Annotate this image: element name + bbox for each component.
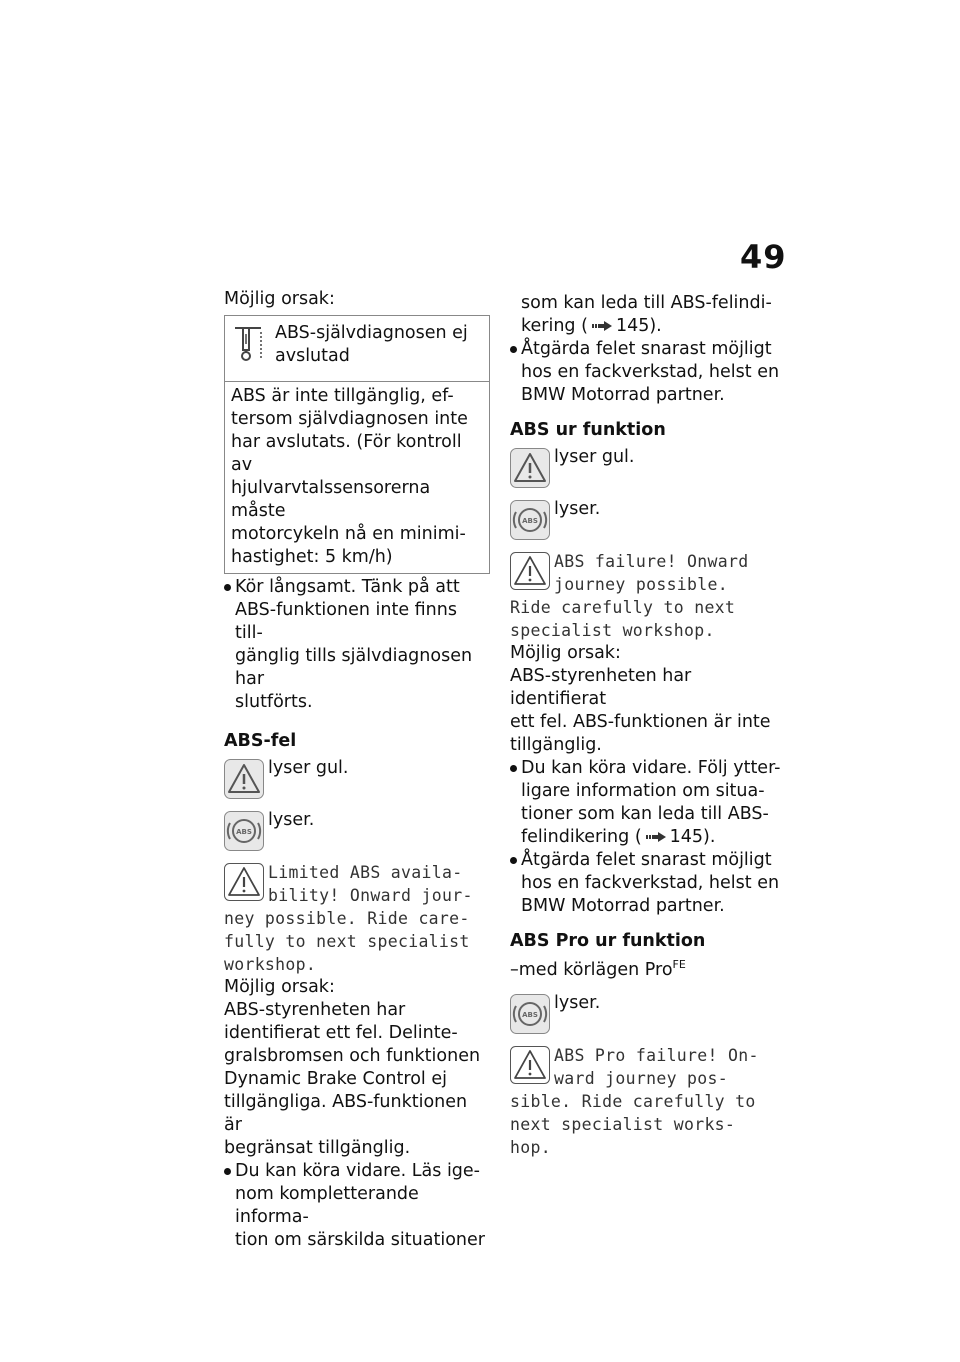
abs-lamp-row <box>510 992 782 1034</box>
abs-lamp-row <box>510 498 782 540</box>
bullet-line: Kör långsamt. Tänk på att <box>235 577 460 597</box>
message-line: bility! Onward jour- <box>268 886 473 905</box>
bullet-list <box>224 1160 490 1252</box>
section-heading-abs-off: ABS ur funktion <box>510 420 666 440</box>
possible-cause-label: Möjlig orsak: <box>224 977 335 997</box>
bullet-line: BMW Motorrad partner. <box>521 385 725 405</box>
warning-lamp-row <box>510 446 782 488</box>
cause-line: Dynamic Brake Control ej <box>224 1069 447 1089</box>
cause-line: identifierat ett fel. Delinte- <box>224 1023 458 1043</box>
svg-text:ABS: ABS <box>522 1010 538 1019</box>
abs-lamp-icon <box>510 994 550 1034</box>
message-line: hop. <box>510 1137 551 1157</box>
warning-triangle-icon <box>510 552 550 590</box>
notice-title <box>269 322 483 373</box>
bullet-line: nom kompletterande informa- <box>235 1184 419 1227</box>
cause-line: ABS-styrenheten har identifierat <box>510 666 692 709</box>
abs-lamp-row <box>224 809 490 851</box>
message-line: specialist workshop. <box>510 621 715 640</box>
bullet-line: Åtgärda felet snarast möjligt <box>521 339 772 359</box>
cause-line: gralsbromsen och funktionen <box>224 1046 481 1066</box>
bullet-line: slutförts. <box>235 692 313 712</box>
bullet-list <box>224 576 490 714</box>
bullet-line: hos en fackverkstad, helst en <box>521 873 780 893</box>
warning-triangle-icon <box>510 448 550 488</box>
display-message <box>224 861 490 976</box>
bullet-list <box>510 757 782 918</box>
ref-text: kering <box>521 316 576 336</box>
lamp-status: lyser. <box>554 992 601 1013</box>
cause-line: ABS-styrenheten har <box>224 1000 406 1020</box>
message-line: ABS failure! Onward <box>554 552 749 571</box>
warning-lamp-row <box>224 757 490 799</box>
continued-line <box>521 315 782 338</box>
svg-text:ABS: ABS <box>236 828 252 836</box>
bullet-line: gänglig tills självdiagnosen har <box>235 646 473 689</box>
page-reference-arrow-icon <box>592 321 612 331</box>
right-column <box>510 292 782 1159</box>
abs-sensor-diagnosis-icon <box>231 322 269 373</box>
page-number: 49 <box>740 238 787 276</box>
lamp-status: lyser gul. <box>554 447 635 467</box>
display-message <box>510 1044 782 1159</box>
warning-triangle-icon <box>224 863 264 901</box>
lamp-status: lyser. <box>554 499 601 519</box>
pro-mode-text: –med körlägen Pro <box>510 959 673 980</box>
bullet-line: tion om särskilda situationer <box>235 1230 485 1250</box>
message-line: ney possible. Ride care- <box>224 909 470 928</box>
notice-body-line: motorcykeln nå en minimi- <box>231 524 466 544</box>
left-column <box>224 288 490 1252</box>
message-line: fully to next specialist <box>224 932 470 951</box>
notice-body-line: har avslutats. (För kontroll av <box>231 432 462 475</box>
warning-triangle-icon <box>224 759 264 799</box>
warning-triangle-icon <box>510 1046 550 1084</box>
bullet-item <box>224 1160 490 1252</box>
message-line: next specialist works- <box>510 1114 736 1134</box>
lamp-status: lyser. <box>268 810 315 830</box>
lamp-status: lyser gul. <box>268 758 349 778</box>
notice-body-line: ABS är inte tillgänglig, ef- <box>231 386 454 406</box>
message-line: Limited ABS availa- <box>268 863 463 882</box>
page-reference[interactable]: ( 145). <box>634 827 716 847</box>
message-line: ABS Pro failure! On- <box>554 1045 759 1065</box>
notice-body-line: hjulvarvtalssensorerna måste <box>231 478 431 521</box>
continued-bullet <box>510 292 782 338</box>
page-reference-number: 145). <box>615 316 662 336</box>
bullet-line: ligare information om situa- <box>521 781 765 801</box>
continued-line: som kan leda till ABS-felindi- <box>521 293 772 313</box>
bullet-line: BMW Motorrad partner. <box>521 896 725 916</box>
bullet-item <box>510 757 782 849</box>
bullet-item <box>224 576 490 714</box>
notice-title-line-2: avslutad <box>275 346 350 366</box>
notice-header <box>225 316 489 382</box>
message-line: ward journey pos- <box>554 1068 728 1088</box>
bullet-list <box>510 338 782 407</box>
notice-title-line-1: ABS-självdiagnosen ej <box>275 323 468 343</box>
message-line: journey possible. <box>554 575 728 594</box>
bullet-line: hos en fackverkstad, helst en <box>521 362 780 382</box>
possible-cause-label: Möjlig orsak: <box>224 289 335 309</box>
message-line: Ride carefully to next <box>510 598 736 617</box>
section-heading-abs-pro: ABS Pro ur funktion <box>510 931 706 951</box>
page-reference-arrow-icon <box>646 832 666 842</box>
abs-lamp-icon <box>224 811 264 851</box>
page-reference-number: 145). <box>669 827 716 847</box>
notice-body <box>225 382 489 573</box>
bullet-line: Du kan köra vidare. Följ ytter- <box>521 758 781 778</box>
possible-cause-label: Möjlig orsak: <box>510 643 621 663</box>
pro-mode-superscript: FE <box>672 958 686 971</box>
message-line: workshop. <box>224 955 317 974</box>
bullet-item <box>510 849 782 918</box>
cause-line: begränsat tillgänglig. <box>224 1138 411 1158</box>
svg-text:ABS: ABS <box>522 517 538 525</box>
display-message <box>510 550 782 642</box>
pro-mode-condition <box>510 953 782 982</box>
cause-line: ett fel. ABS-funktionen är inte <box>510 712 771 732</box>
page-reference[interactable]: ( 145). <box>581 316 662 336</box>
cause-line: tillgänglig. <box>510 735 602 755</box>
notice-body-line: hastighet: 5 km/h) <box>231 547 393 567</box>
bullet-item <box>510 338 782 407</box>
notice-body-line: tersom självdiagnosen inte <box>231 409 468 429</box>
abs-lamp-icon <box>510 500 550 540</box>
bullet-line <box>521 826 782 849</box>
cause-text <box>224 999 490 1160</box>
bullet-line: tioner som kan leda till ABS- <box>521 804 769 824</box>
message-line: sible. Ride carefully to <box>510 1091 756 1111</box>
section-heading-abs-fel: ABS-fel <box>224 731 297 751</box>
ref-text: felindikering <box>521 827 630 847</box>
cause-text <box>510 665 782 757</box>
bullet-line: ABS-funktionen inte finns till- <box>235 600 457 643</box>
cause-line: tillgängliga. ABS-funktionen är <box>224 1092 468 1135</box>
bullet-line: Åtgärda felet snarast möjligt <box>521 850 772 870</box>
self-diagnosis-notice <box>224 315 490 574</box>
bullet-line: Du kan köra vidare. Läs ige- <box>235 1161 480 1181</box>
